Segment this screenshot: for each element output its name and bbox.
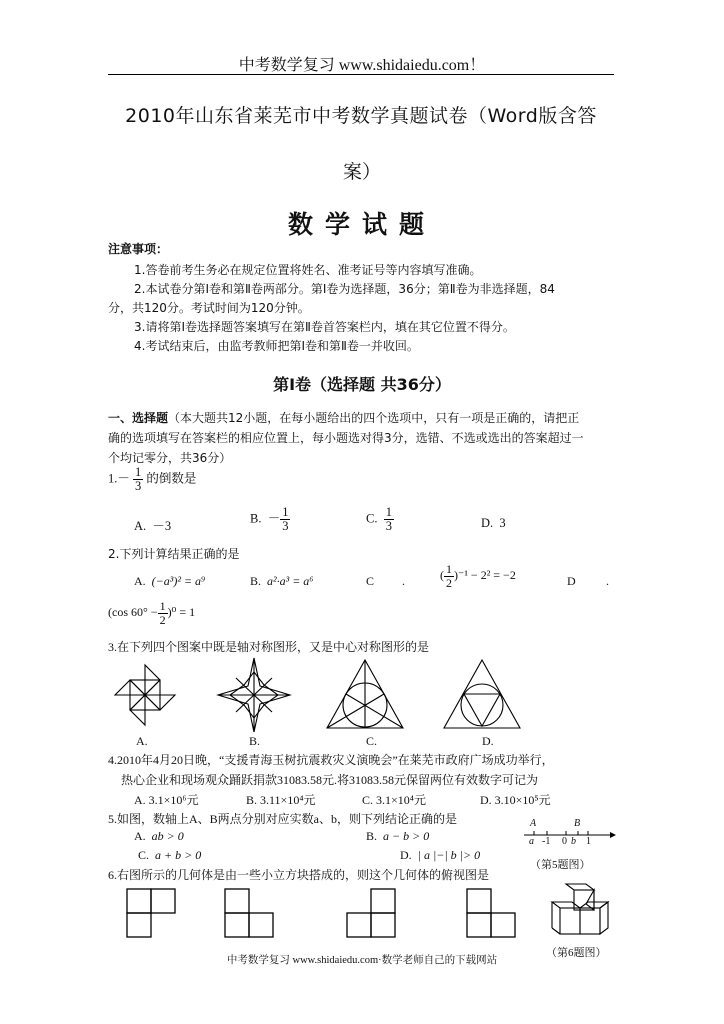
q6-option-a-figure — [126, 888, 176, 938]
q1-denominator: 3 — [135, 479, 142, 494]
q3-figure-d — [442, 658, 522, 730]
part1-line3: 个均记零分，共36分） — [108, 451, 232, 465]
q5-option-a — [134, 829, 184, 844]
q2-a-expr: (−a³)² = a⁹ — [151, 574, 206, 588]
q1-text: 的倒数是 — [146, 471, 197, 486]
q2-b-label: B. — [250, 574, 262, 588]
q2-a-label: A. — [134, 574, 146, 588]
q5-c-expr: a + b > 0 — [155, 848, 202, 862]
q6-figure-caption: （第6题图） — [546, 947, 607, 959]
notice-item-2b: 分，共120分。考试时间为120分钟。 — [108, 301, 310, 315]
q2-c-denominator: 2 — [446, 575, 452, 590]
q5-number-line — [522, 818, 617, 854]
q4-option-b: B. 3.11×10⁴元 — [246, 793, 316, 807]
q5-a-expr: ab > 0 — [151, 829, 184, 843]
q1-c-numerator: 1 — [385, 505, 392, 519]
header-divider — [108, 74, 614, 75]
q5-fig-label-one: 1 — [586, 836, 591, 847]
q1-c-denominator: 3 — [385, 519, 392, 534]
notice-item-1: 1.答卷前考生务必在规定位置将姓名、准考证号等内容填写准确。 — [134, 263, 482, 277]
q5-fig-label-zero: 0 — [562, 836, 567, 847]
q2-d-post: )⁰ = 1 — [167, 604, 196, 619]
q1-b-fraction — [280, 506, 290, 533]
q4-option-c: C. 3.1×10⁴元 — [362, 793, 426, 807]
q2-c-numerator: 1 — [446, 562, 452, 576]
q5-b-label: B. — [366, 829, 378, 843]
q1-b-minus: － — [267, 511, 281, 526]
q2-option-c-expr — [440, 563, 516, 589]
notice-item-4: 4.考试结束后，由监考教师把第Ⅰ卷和第Ⅱ卷一并收回。 — [134, 339, 419, 353]
q1-fraction — [133, 466, 143, 493]
q1-a-label: A. — [134, 519, 147, 533]
q1-c-label: C. — [366, 511, 378, 526]
q1-minus: － — [117, 471, 130, 486]
q5-fig-label-b: b — [571, 836, 576, 847]
question-5: 5.如图，数轴上A、B两点分别对应实数a、b，则下列结论正确的是 — [108, 812, 457, 826]
notice-item-3: 3.请将第Ⅰ卷选择题答案填写在第Ⅱ卷首答案栏内，填在其它位置不得分。 — [134, 320, 515, 334]
q3-label-c: C. — [366, 734, 378, 748]
question-1 — [108, 466, 196, 493]
q2-c-fraction — [444, 563, 454, 589]
part1-line1 — [108, 409, 579, 426]
q2-option-d-label: D — [567, 574, 576, 588]
q3-label-a: A. — [136, 734, 148, 748]
q3-figure-c — [325, 658, 405, 730]
q4-option-d: D. 3.10×10⁵元 — [480, 793, 551, 807]
q5-fig-label-a: a — [529, 836, 534, 847]
q1-number: 1. — [108, 471, 118, 486]
q1-option-d — [481, 516, 506, 531]
q1-b-denominator: 3 — [282, 519, 289, 534]
question-6: 6.右图所示的几何体是由一些小立方块搭成的，则这个几何体的俯视图是 — [108, 868, 490, 882]
q2-d-numerator: 1 — [159, 599, 166, 613]
notice-heading: 注意事项： — [108, 242, 169, 256]
q3-figure-b — [214, 656, 294, 734]
q6-option-b-figure — [224, 888, 274, 938]
q1-option-b — [250, 506, 290, 533]
q2-option-b — [250, 574, 313, 589]
q2-c-rest: )⁻¹ − 2² = −2 — [454, 567, 516, 582]
q2-d-fraction — [158, 600, 168, 626]
q1-option-c — [366, 506, 394, 533]
q1-d-value: 3 — [499, 516, 506, 530]
q6-option-d-figure — [466, 888, 516, 938]
q2-d-pre: (cos 60° − — [108, 604, 158, 619]
q1-d-label: D. — [481, 516, 494, 530]
q2-option-d-expr — [108, 600, 195, 626]
q1-numerator: 1 — [135, 465, 142, 479]
q2-d-denominator: 2 — [159, 612, 166, 627]
question-2: 2.下列计算结果正确的是 — [108, 547, 240, 561]
q6-cubes-figure — [548, 882, 612, 940]
section-title: 第Ⅰ卷（选择题 共36分） — [273, 375, 451, 394]
q1-b-label: B. — [250, 511, 262, 526]
question-3: 3.在下列四个图案中既是轴对称图形，又是中心对称图形的是 — [108, 640, 430, 654]
q1-b-numerator: 1 — [282, 505, 289, 519]
exam-title: 数学试题 — [287, 210, 436, 239]
q5-fig-point-a: A — [530, 818, 537, 829]
page-header: 中考数学复习 www.shidaiedu.com！ — [238, 57, 486, 74]
q5-option-b — [366, 829, 429, 844]
q5-option-c — [138, 848, 201, 863]
q5-option-d — [400, 848, 480, 863]
document-title-line2: 案） — [343, 161, 382, 183]
document-title-line1: 2010年山东省莱芜市中考数学真题试卷（Word版含答 — [125, 105, 597, 127]
part1-line2: 确的选项填写在答案栏的相应位置上，每小题选对得3分，选错、不选或选出的答案超过一 — [108, 431, 584, 445]
q5-d-expr: | a |−| b |> 0 — [417, 848, 481, 862]
q1-c-fraction — [384, 506, 394, 533]
q2-option-c-label: C — [366, 574, 375, 588]
q4-option-a: A. 3.1×10⁶元 — [134, 793, 199, 807]
part1-text: （本大题共12小题，在每小题给出的四个选项中，只有一项是正确的，请把正 — [168, 411, 580, 425]
q2-b-expr: a²·a³ = a⁶ — [267, 574, 314, 588]
q3-label-d: D. — [482, 734, 494, 748]
part1-label: 一、选择题 — [108, 411, 169, 425]
q2-c-open: ( — [440, 567, 444, 582]
q2-option-a — [134, 574, 205, 589]
page-footer: 中考数学复习 www.shidaiedu.com·数学老师自己的下载网站 — [226, 955, 498, 966]
q1-a-value: －3 — [152, 519, 172, 533]
q5-c-label: C. — [138, 848, 150, 862]
q5-figure-caption: （第5题图） — [530, 859, 591, 871]
q5-fig-label-neg1: -1 — [542, 836, 551, 847]
q5-fig-point-b: B — [574, 818, 581, 829]
q5-a-label: A. — [134, 829, 146, 843]
q6-option-c-figure — [346, 888, 396, 938]
q3-figure-a — [110, 660, 180, 730]
question-4-line1: 4.2010年4月20日晚，“支援青海玉树抗震救灾义演晚会”在莱芜市政府广场成功举行， — [108, 753, 554, 767]
q2-option-d-dot: . — [606, 574, 609, 588]
q5-b-expr: a − b > 0 — [383, 829, 430, 843]
q5-d-label: D. — [400, 848, 412, 862]
notice-item-2a: 2.本试卷分第Ⅰ卷和第Ⅱ卷两部分。第Ⅰ卷为选择题，36分；第Ⅱ卷为非选择题，84 — [134, 282, 555, 296]
q3-label-b: B. — [249, 734, 261, 748]
q1-option-a — [134, 516, 171, 534]
q2-option-c-dot: . — [402, 574, 405, 588]
question-4-line2: 热心企业和现场观众踊跃捐款31083.58元.将31083.58元保留两位有效数字可记为 — [121, 773, 539, 787]
